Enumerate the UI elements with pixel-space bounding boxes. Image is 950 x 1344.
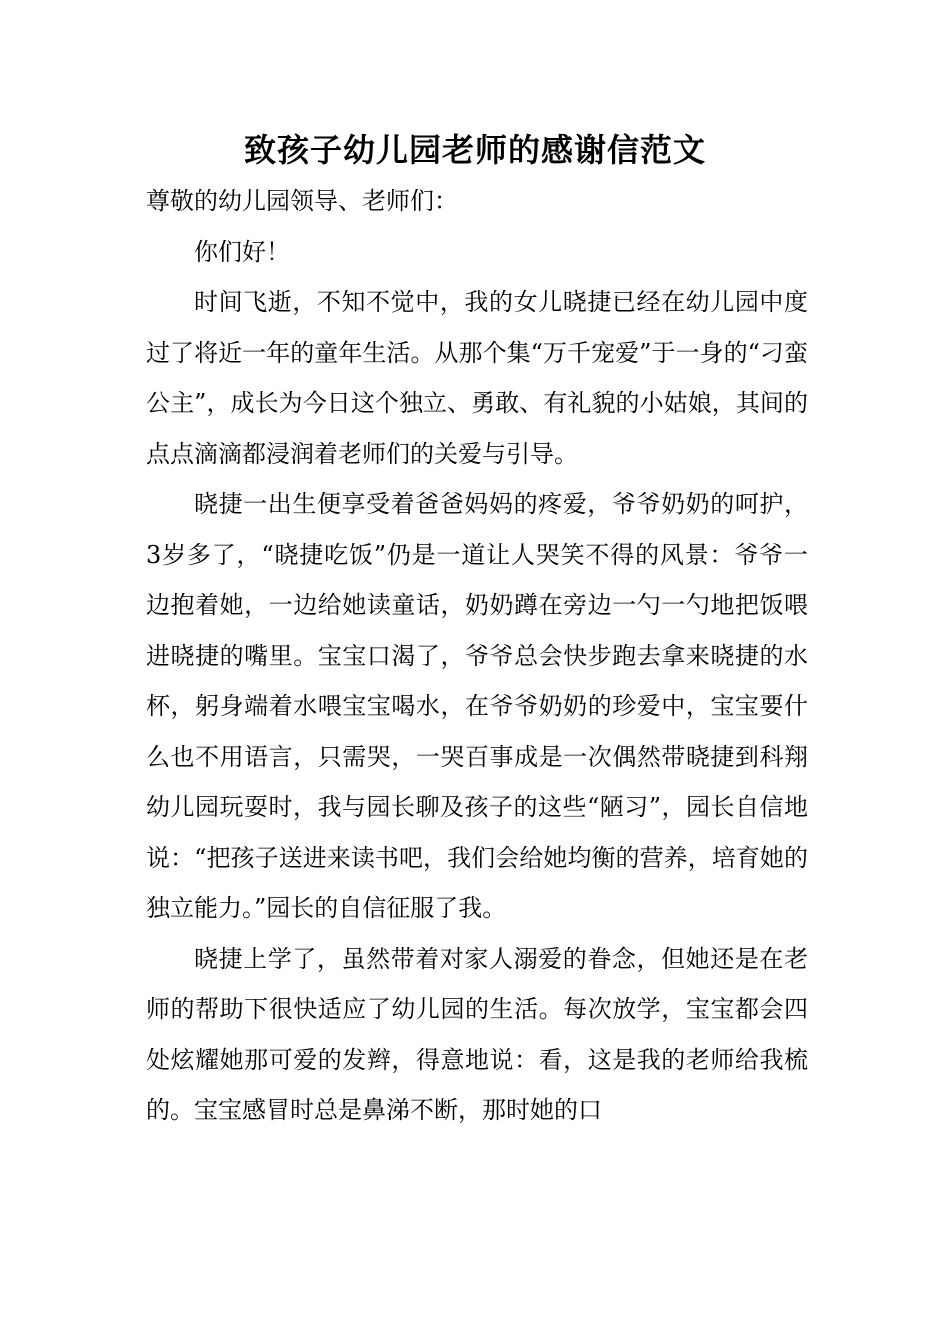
paragraph: 晓捷上学了，虽然带着对家人溺爱的眷念，但她还是在老师的帮助下很快适应了幼儿园的生活。每次放学，宝宝都会四处炫耀她那可爱的发辫，得意地说：看，这是我的老师给我梳的。宝宝感冒时总是鼻涕不断，那时她的口 bbox=[146, 944, 808, 1124]
paragraph: 晓捷一出生便享受着爸爸妈妈的疼爱，爷爷奶奶的呵护，3岁多了，“晓捷吃饭”仍是一道让人哭笑不得的风景：爷爷一边抱着她，一边给她读童话，奶奶蹲在旁边一勺一勺地把饭喂进晓捷的嘴里。宝宝口渴了，爷爷总会快步跑去拿来晓捷的水杯，躬身端着水喂宝宝喝水，在爷爷奶奶的珍爱中，宝宝要什么也不用语言，只需哭，一哭百事成是一次偶然带晓捷到科翔幼儿园玩耍时，我与园长聊及孩子的这些“陋习”，园长自信地说：“把孩子送进来读书吧，我们会给她均衡的营养，培育她的独立能力。”园长的自信征服了我。 bbox=[146, 490, 808, 922]
salutation: 尊敬的幼儿园领导、老师们： bbox=[146, 187, 458, 215]
paragraph: 时间飞逝，不知不觉中，我的女儿晓捷已经在幼儿园中度过了将近一年的童年生活。从那个集“万千宠爱”于一身的“刁蛮公主”，成长为今日这个独立、勇敢、有礼貌的小姑娘，其间的点点滴滴都浸润着老师们的关爱与引导。 bbox=[146, 288, 808, 468]
document-title: 致孩子幼儿园老师的感谢信范文 bbox=[243, 131, 706, 169]
letter-body bbox=[146, 176, 808, 1136]
greeting: 你们好！ bbox=[194, 237, 290, 266]
